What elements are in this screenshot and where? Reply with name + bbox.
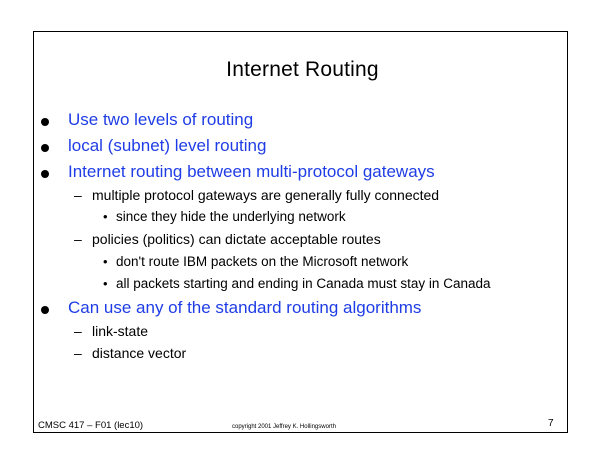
subsub-bullet-3-2-1-text: don't route IBM packets on the Microsoft network <box>116 254 409 269</box>
subsub-dot-2: • <box>103 254 108 269</box>
bullet-dot-1 <box>41 118 49 126</box>
bullet-2-text: local (subnet) level routing <box>68 136 267 155</box>
sub-bullet-4-1-text: link-state <box>92 323 149 339</box>
sub-bullet-3-1-text: multiple protocol gateways are generally fully connected <box>92 187 440 203</box>
dash-1: – <box>74 187 82 203</box>
bullet-dot-2 <box>41 144 49 152</box>
subsub-bullet-3-2-2-text: all packets starting and ending in Canada must stay in Canada <box>116 276 491 291</box>
bullet-dot-4 <box>41 306 49 314</box>
bullet-dot-3 <box>41 170 49 178</box>
bullet-1-text: Use two levels of routing <box>68 110 254 129</box>
footer-page-number: 7 <box>548 418 554 429</box>
footer-course: CMSC 417 – F01 (lec10) <box>38 420 144 431</box>
slide-title: Internet Routing <box>226 58 379 81</box>
dash-3: – <box>74 323 82 339</box>
bullet-4-text: Can use any of the standard routing algorithms <box>68 298 422 317</box>
bullet-3-text: Internet routing between multi-protocol gateways <box>68 162 435 181</box>
footer-copyright: copyright 2001 Jeffrey K. Hollingsworth <box>232 424 336 430</box>
subsub-dot-1: • <box>103 209 108 224</box>
subsub-dot-3: • <box>103 276 108 291</box>
subsub-bullet-3-1-1-text: since they hide the underlying network <box>116 209 346 224</box>
dash-4: – <box>74 345 82 361</box>
sub-bullet-3-2-text: policies (politics) can dictate acceptable routes <box>92 231 381 247</box>
sub-bullet-4-2-text: distance vector <box>92 345 187 361</box>
dash-2: – <box>74 231 82 247</box>
